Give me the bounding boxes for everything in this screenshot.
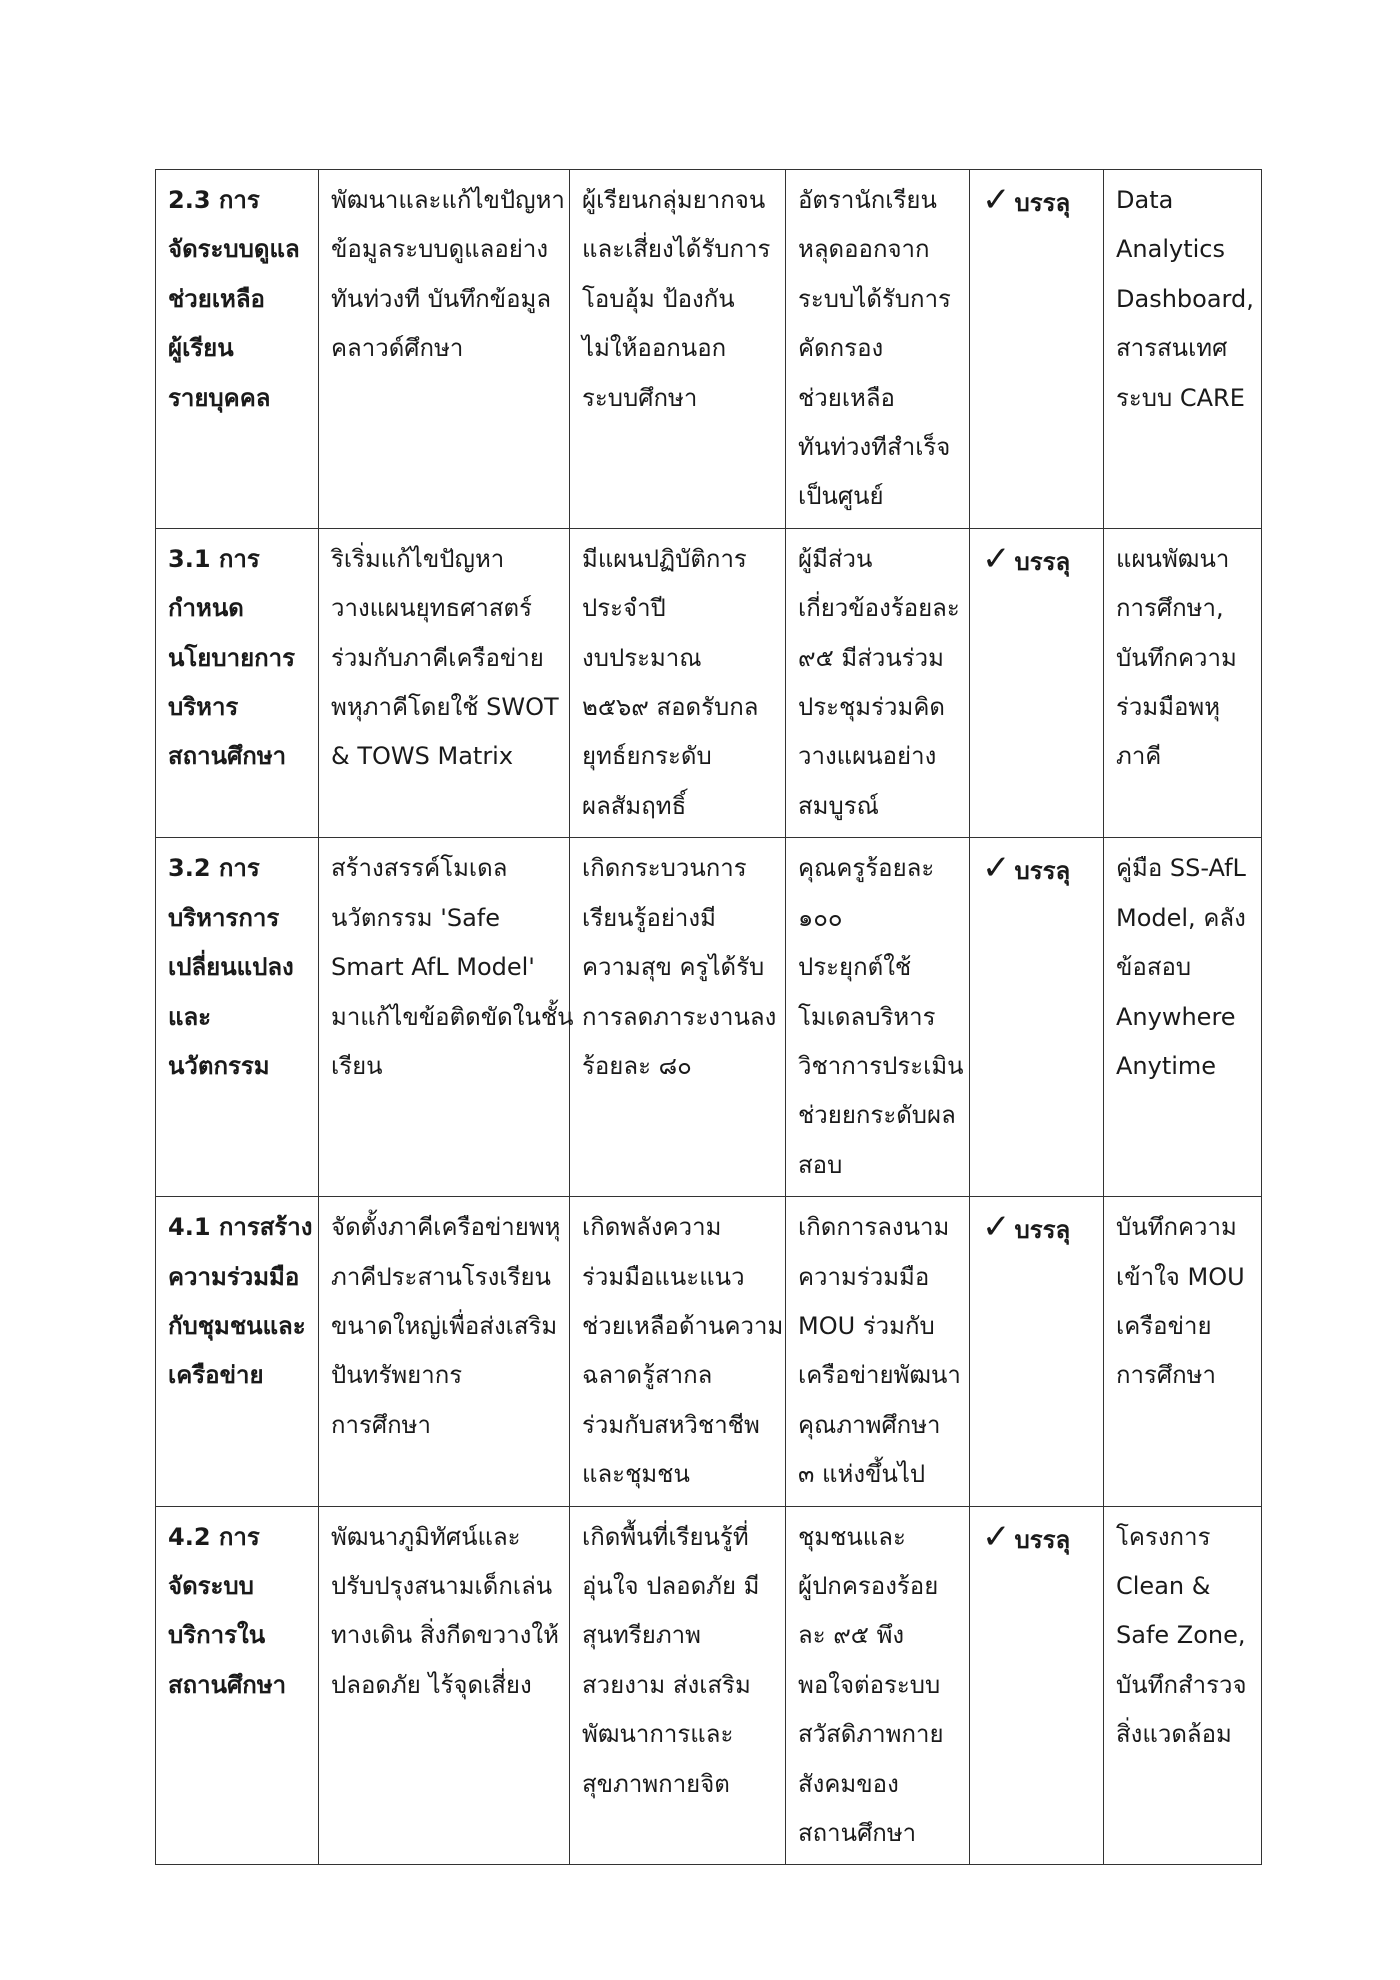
- topic-text-line: บริหารการ: [168, 903, 280, 932]
- evidence-text-line: Anywhere: [1116, 1002, 1236, 1031]
- action-text-line: พัฒนาและแก้ไขปัญหา: [331, 186, 565, 214]
- checkmark-icon: ✓: [982, 538, 1011, 579]
- indicator-text-line: เป็นศูนย์: [798, 482, 884, 511]
- action-text-line: จัดตั้งภาคีเครือข่ายพหุ: [331, 1213, 561, 1242]
- table-row: [156, 1197, 1262, 1506]
- outcome-text-line: สุขภาพกายจิต: [582, 1769, 730, 1798]
- indicator-text-line: วิชาการประเมิน: [798, 1051, 964, 1080]
- topic-text-line: 3.1 การ: [168, 544, 260, 573]
- topic-text-line: เปลี่ยนแปลง: [168, 953, 294, 982]
- outcome-text-line: ฉลาดรู้สากล: [582, 1361, 713, 1390]
- status-cell: [970, 838, 1104, 1197]
- indicator-text-line: ช่วยเหลือ: [798, 383, 895, 412]
- indicator-text-line: ประยุกต์ใช้: [798, 953, 912, 982]
- evidence-text-line: Analytics: [1116, 235, 1225, 264]
- evidence-text-line: สิ่งแวดล้อม: [1116, 1720, 1232, 1749]
- action-text-line: สร้างสรรค์โมเดล: [331, 854, 508, 883]
- table-row: [156, 838, 1262, 1197]
- indicator-text-line: ผู้มีส่วน: [798, 544, 873, 573]
- topic-text-line: และ: [168, 1002, 212, 1031]
- outcome-cell: [570, 838, 786, 1197]
- action-text-line: วางแผนยุทธศาสตร์: [331, 594, 532, 623]
- status-cell: [970, 170, 1104, 529]
- action-text-line: ทันท่วงที บันทึกข้อมูล: [331, 284, 552, 313]
- evidence-text-line: เข้าใจ MOU: [1116, 1262, 1245, 1291]
- status-cell: [970, 1197, 1104, 1506]
- checkmark-icon: ✓: [982, 1207, 1011, 1248]
- topic-cell: [156, 1197, 319, 1506]
- indicator-text-line: ผู้ปกครองร้อย: [798, 1571, 939, 1600]
- status-label: บรรลุ: [1014, 547, 1071, 576]
- topic-text-line: ช่วยเหลือ: [168, 284, 265, 313]
- indicator-text-line: เครือข่ายพัฒนา: [798, 1361, 961, 1390]
- outcome-text-line: เรียนรู้อย่างมี: [582, 903, 716, 932]
- results-table: [155, 169, 1262, 1865]
- action-text-line: คลาวด์ศึกษา: [331, 334, 464, 363]
- indicator-text-line: MOU ร่วมกับ: [798, 1311, 935, 1340]
- action-text-line: ข้อมูลระบบดูแลอย่าง: [331, 235, 549, 264]
- indicator-text-line: ระบบได้รับการ: [798, 284, 951, 313]
- action-text-line: มาแก้ไขข้อติดขัดในชั้น: [331, 1002, 574, 1031]
- outcome-text-line: ร่วมกับสหวิชาชีพ: [582, 1410, 760, 1439]
- evidence-text-line: บันทึกสำรวจ: [1116, 1670, 1247, 1699]
- outcome-text-line: ร่วมมือแนะแนว: [582, 1262, 745, 1291]
- topic-text-line: รายบุคคล: [168, 383, 271, 412]
- evidence-text-line: Dashboard,: [1116, 284, 1254, 313]
- topic-text-line: 3.2 การ: [168, 854, 260, 883]
- status-label: บรรลุ: [1014, 189, 1071, 217]
- evidence-text-line: ภาคี: [1116, 742, 1162, 771]
- action-text-line: ขนาดใหญ่เพื่อส่งเสริม: [331, 1311, 558, 1340]
- evidence-text-line: Anytime: [1116, 1051, 1217, 1080]
- evidence-text-line: ข้อสอบ: [1116, 953, 1192, 982]
- topic-text-line: เครือข่าย: [168, 1361, 264, 1390]
- evidence-cell: [1104, 1506, 1262, 1865]
- outcome-text-line: ยุทธ์ยกระดับ: [582, 742, 712, 771]
- outcome-cell: [570, 1506, 786, 1865]
- outcome-text-line: งบประมาณ: [582, 643, 702, 672]
- evidence-text-line: แผนพัฒนา: [1116, 544, 1230, 573]
- outcome-text-line: สุนทรียภาพ: [582, 1621, 701, 1650]
- action-text-line: การศึกษา: [331, 1410, 431, 1439]
- topic-text-line: 4.1 การสร้าง: [168, 1213, 313, 1242]
- action-cell: [319, 528, 570, 837]
- topic-cell: [156, 838, 319, 1197]
- topic-text-line: ผู้เรียน: [168, 334, 234, 363]
- evidence-text-line: Clean &: [1116, 1571, 1211, 1600]
- topic-text-line: จัดระบบดูแล: [168, 235, 300, 264]
- indicator-text-line: พอใจต่อระบบ: [798, 1670, 941, 1699]
- outcome-text-line: ร้อยละ ๘๐: [582, 1051, 692, 1080]
- topic-text-line: 2.3 การ: [168, 186, 260, 214]
- table-row: [156, 528, 1262, 837]
- checkmark-icon: ✓: [982, 180, 1011, 220]
- action-text-line: Smart AfL Model': [331, 953, 535, 982]
- action-text-line: ปลอดภัย ไร้จุดเสี่ยง: [331, 1670, 532, 1699]
- indicator-cell: [786, 170, 970, 529]
- status-cell: [970, 1506, 1104, 1865]
- outcome-text-line: และชุมชน: [582, 1460, 690, 1489]
- action-text-line: ริเริ่มแก้ไขปัญหา: [331, 544, 505, 573]
- outcome-text-line: โอบอุ้ม ป้องกัน: [582, 284, 735, 313]
- checkmark-icon: ✓: [982, 1516, 1011, 1557]
- outcome-text-line: พัฒนาการและ: [582, 1720, 734, 1749]
- evidence-text-line: บันทึกความ: [1116, 643, 1237, 672]
- topic-text-line: กำหนด: [168, 594, 244, 623]
- evidence-cell: [1104, 838, 1262, 1197]
- outcome-cell: [570, 528, 786, 837]
- evidence-cell: [1104, 528, 1262, 837]
- indicator-text-line: ทันท่วงทีสำเร็จ: [798, 433, 951, 462]
- indicator-text-line: เกี่ยวข้องร้อยละ: [798, 594, 960, 623]
- indicator-text-line: โมเดลบริหาร: [798, 1002, 936, 1031]
- evidence-text-line: Model, คลัง: [1116, 903, 1246, 932]
- outcome-text-line: เกิดพลังความ: [582, 1213, 722, 1242]
- action-text-line: ภาคีประสานโรงเรียน: [331, 1262, 551, 1291]
- topic-text-line: กับชุมชนและ: [168, 1311, 306, 1340]
- action-cell: [319, 170, 570, 529]
- evidence-cell: [1104, 170, 1262, 529]
- indicator-text-line: ๙๕ มีส่วนร่วม: [798, 643, 944, 672]
- topic-text-line: นโยบายการ: [168, 643, 296, 672]
- evidence-text-line: Safe Zone,: [1116, 1621, 1246, 1650]
- action-text-line: & TOWS Matrix: [331, 742, 514, 771]
- indicator-text-line: ๓ แห่งขึ้นไป: [798, 1460, 926, 1489]
- indicator-text-line: ช่วยยกระดับผล: [798, 1101, 956, 1130]
- outcome-cell: [570, 1197, 786, 1506]
- topic-text-line: ความร่วมมือ: [168, 1262, 300, 1291]
- indicator-text-line: สังคมของ: [798, 1769, 899, 1798]
- evidence-text-line: ระบบ CARE: [1116, 383, 1245, 412]
- topic-text-line: สถานศึกษา: [168, 1670, 287, 1699]
- indicator-text-line: สอบ: [798, 1150, 843, 1179]
- table-row: [156, 170, 1262, 529]
- action-text-line: ปันทรัพยากร: [331, 1361, 463, 1390]
- outcome-text-line: เกิดพื้นที่เรียนรู้ที่: [582, 1522, 749, 1551]
- topic-text-line: สถานศึกษา: [168, 742, 287, 771]
- topic-cell: [156, 528, 319, 837]
- action-text-line: เรียน: [331, 1051, 383, 1080]
- indicator-text-line: อัตรานักเรียน: [798, 186, 937, 214]
- outcome-text-line: การลดภาระงานลง: [582, 1002, 777, 1031]
- indicator-cell: [786, 1506, 970, 1865]
- evidence-text-line: การศึกษา,: [1116, 594, 1224, 623]
- action-cell: [319, 838, 574, 1197]
- indicator-text-line: สถานศึกษา: [798, 1819, 917, 1847]
- indicator-text-line: เกิดการลงนาม: [798, 1213, 950, 1242]
- outcome-text-line: เกิดกระบวนการ: [582, 854, 747, 883]
- outcome-text-line: และเสี่ยงได้รับการ: [582, 235, 771, 264]
- indicator-text-line: ชุมชนและ: [798, 1522, 906, 1551]
- status-label: บรรลุ: [1014, 857, 1071, 886]
- topic-cell: [156, 1506, 319, 1865]
- outcome-text-line: ช่วยเหลือด้านความ: [582, 1311, 784, 1340]
- evidence-text-line: บันทึกความ: [1116, 1213, 1237, 1242]
- outcome-text-line: ระบบศึกษา: [582, 383, 698, 412]
- indicator-cell: [786, 838, 970, 1197]
- indicator-text-line: ประชุมร่วมคิด: [798, 693, 945, 722]
- indicator-text-line: ความร่วมมือ: [798, 1262, 930, 1291]
- indicator-text-line: หลุดออกจาก: [798, 235, 930, 264]
- table-body: [156, 170, 1262, 1865]
- action-text-line: ปรับปรุงสนามเด็กเล่น: [331, 1571, 553, 1600]
- topic-text-line: 4.2 การ: [168, 1522, 260, 1551]
- action-text-line: นวัตกรรม 'Safe: [331, 903, 500, 932]
- indicator-cell: [786, 528, 970, 837]
- topic-text-line: บริหาร: [168, 693, 239, 722]
- outcome-text-line: ๒๕๖๙ สอดรับกล: [582, 693, 759, 722]
- indicator-text-line: สวัสดิภาพกาย: [798, 1720, 944, 1749]
- indicator-text-line: คัดกรอง: [798, 334, 884, 363]
- action-text-line: ร่วมกับภาคีเครือข่าย: [331, 643, 544, 672]
- indicator-text-line: ๑๐๐: [798, 903, 843, 932]
- indicator-text-line: สมบูรณ์: [798, 791, 879, 820]
- table-row: [156, 1506, 1262, 1865]
- outcome-text-line: ไม่ให้ออกนอก: [582, 334, 727, 363]
- outcome-text-line: สวยงาม ส่งเสริม: [582, 1670, 751, 1699]
- evidence-text-line: Data: [1116, 186, 1174, 214]
- action-cell: [319, 1506, 570, 1865]
- evidence-text-line: เครือข่าย: [1116, 1311, 1212, 1340]
- evidence-cell: [1104, 1197, 1262, 1506]
- checkmark-icon: ✓: [982, 848, 1011, 889]
- indicator-cell: [786, 1197, 970, 1506]
- outcome-text-line: ประจำปี: [582, 594, 666, 623]
- action-text-line: พัฒนาภูมิทัศน์และ: [331, 1522, 521, 1551]
- action-text-line: ทางเดิน สิ่งกีดขวางให้: [331, 1621, 559, 1650]
- status-label: บรรลุ: [1014, 1525, 1071, 1554]
- evidence-text-line: ร่วมมือพหุ: [1116, 693, 1221, 722]
- evidence-text-line: คู่มือ SS-AfL: [1116, 854, 1246, 883]
- indicator-text-line: คุณครูร้อยละ: [798, 854, 935, 883]
- outcome-text-line: อุ่นใจ ปลอดภัย มี: [582, 1571, 760, 1600]
- outcome-text-line: มีแผนปฏิบัติการ: [582, 544, 747, 573]
- topic-cell: [156, 170, 319, 529]
- status-label: บรรลุ: [1014, 1216, 1071, 1245]
- evidence-text-line: โครงการ: [1116, 1522, 1211, 1551]
- outcome-text-line: ผลสัมฤทธิ์: [582, 791, 687, 820]
- outcome-text-line: ผู้เรียนกลุ่มยากจน: [582, 186, 766, 214]
- action-cell: [319, 1197, 570, 1506]
- topic-text-line: บริการใน: [168, 1621, 266, 1650]
- outcome-cell: [570, 170, 786, 529]
- indicator-text-line: คุณภาพศึกษา: [798, 1410, 941, 1439]
- indicator-text-line: ละ ๙๕ พึง: [798, 1621, 905, 1650]
- outcome-text-line: ความสุข ครูได้รับ: [582, 953, 765, 982]
- action-text-line: พหุภาคีโดยใช้ SWOT: [331, 693, 559, 722]
- indicator-text-line: วางแผนอย่าง: [798, 742, 937, 771]
- status-cell: [970, 528, 1104, 837]
- evidence-text-line: การศึกษา: [1116, 1361, 1216, 1390]
- topic-text-line: จัดระบบ: [168, 1571, 254, 1600]
- evidence-text-line: สารสนเทศ: [1116, 334, 1228, 363]
- topic-text-line: นวัตกรรม: [168, 1051, 270, 1080]
